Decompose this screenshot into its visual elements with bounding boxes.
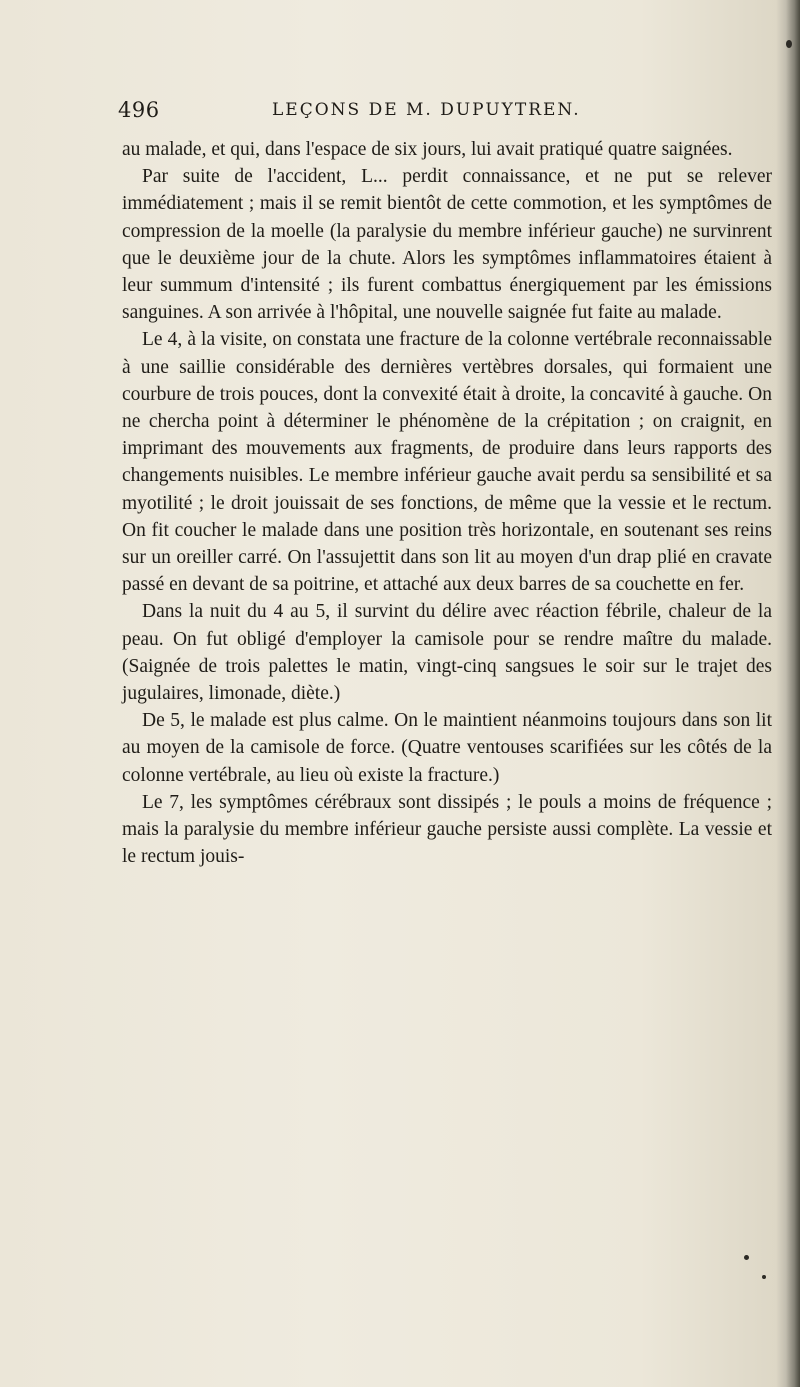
paragraph-day-4: Le 4, à la visite, on constata une fracture de la colonne vertébrale reconnaissable à une saillie considérable des dernières vertèbres dorsales, qui formaient une courbure de trois pouces, dont la convexité était à droite, la concavité à gauche. On ne chercha point à déterminer le phénomène de la crépitation ; on craignit, en imprimant des mouvements aux fragments, de produire dans leurs rapports des changements nuisibles. Le membre inférieur gauche avait perdu sa sensibilité et sa myotilité ; le droit jouissait de ses fonctions, de même que la vessie et le rectum. On fit coucher le malade dans une position très horizontale, en soutenant ses reins sur un oreiller carré. On l'assujettit dans son lit au moyen d'un drap plié en cravate passé en devant de sa poitrine, et attaché aux deux barres de sa couchette en fer. <box>122 329 772 596</box>
page-number: 496 <box>118 98 160 122</box>
paragraph-accident: Par suite de l'accident, L... perdit connaissance, et ne put se relever immédiatement ; mais il se remit bientôt de cette commotion, et les symptômes de compression de la moelle (la paralysie du membre inférieur gauche) ne survinrent que le deuxième jour de la chute. Alors les symptômes inflammatoires étaient à leur summum d'intensité ; ils furent combattus énergiquement par les émissions sanguines. A son arrivée à l'hôpital, une nouvelle saignée fut faite au malade. <box>122 166 772 324</box>
paragraph-day-7: Le 7, les symptômes cérébraux sont dissipés ; le pouls a moins de fréquence ; mais la paralysie du membre inférieur gauche persiste aussi complète. La vessie et le rectum jouis- <box>122 791 772 868</box>
paragraph-night-4-5: Dans la nuit du 4 au 5, il survint du délire avec réaction fébrile, chaleur de la peau. On fut obligé d'employer la camisole pour se rendre maître du malade. (Saignée de trois palettes le matin, vingt-cinq sangsues le soir sur le trajet des jugulaires, limonade, diète.) <box>122 601 772 705</box>
ink-speck <box>744 1255 749 1260</box>
running-head: LEÇONS DE M. DUPUYTREN. <box>272 100 581 120</box>
ink-speck <box>762 1275 766 1279</box>
paragraph-continuation: au malade, et qui, dans l'espace de six jours, lui avait pratiqué quatre saignées. <box>122 139 733 160</box>
body-text <box>122 136 772 870</box>
page-header <box>118 98 708 128</box>
page-edge-shadow <box>786 0 800 1387</box>
ink-speck <box>786 40 792 48</box>
paragraph-day-5: De 5, le malade est plus calme. On le maintient néanmoins toujours dans son lit au moyen de la camisole de force. (Quatre ventouses scarifiées sur les côtés de la colonne vertébrale, au lieu où existe la fracture.) <box>122 710 772 786</box>
